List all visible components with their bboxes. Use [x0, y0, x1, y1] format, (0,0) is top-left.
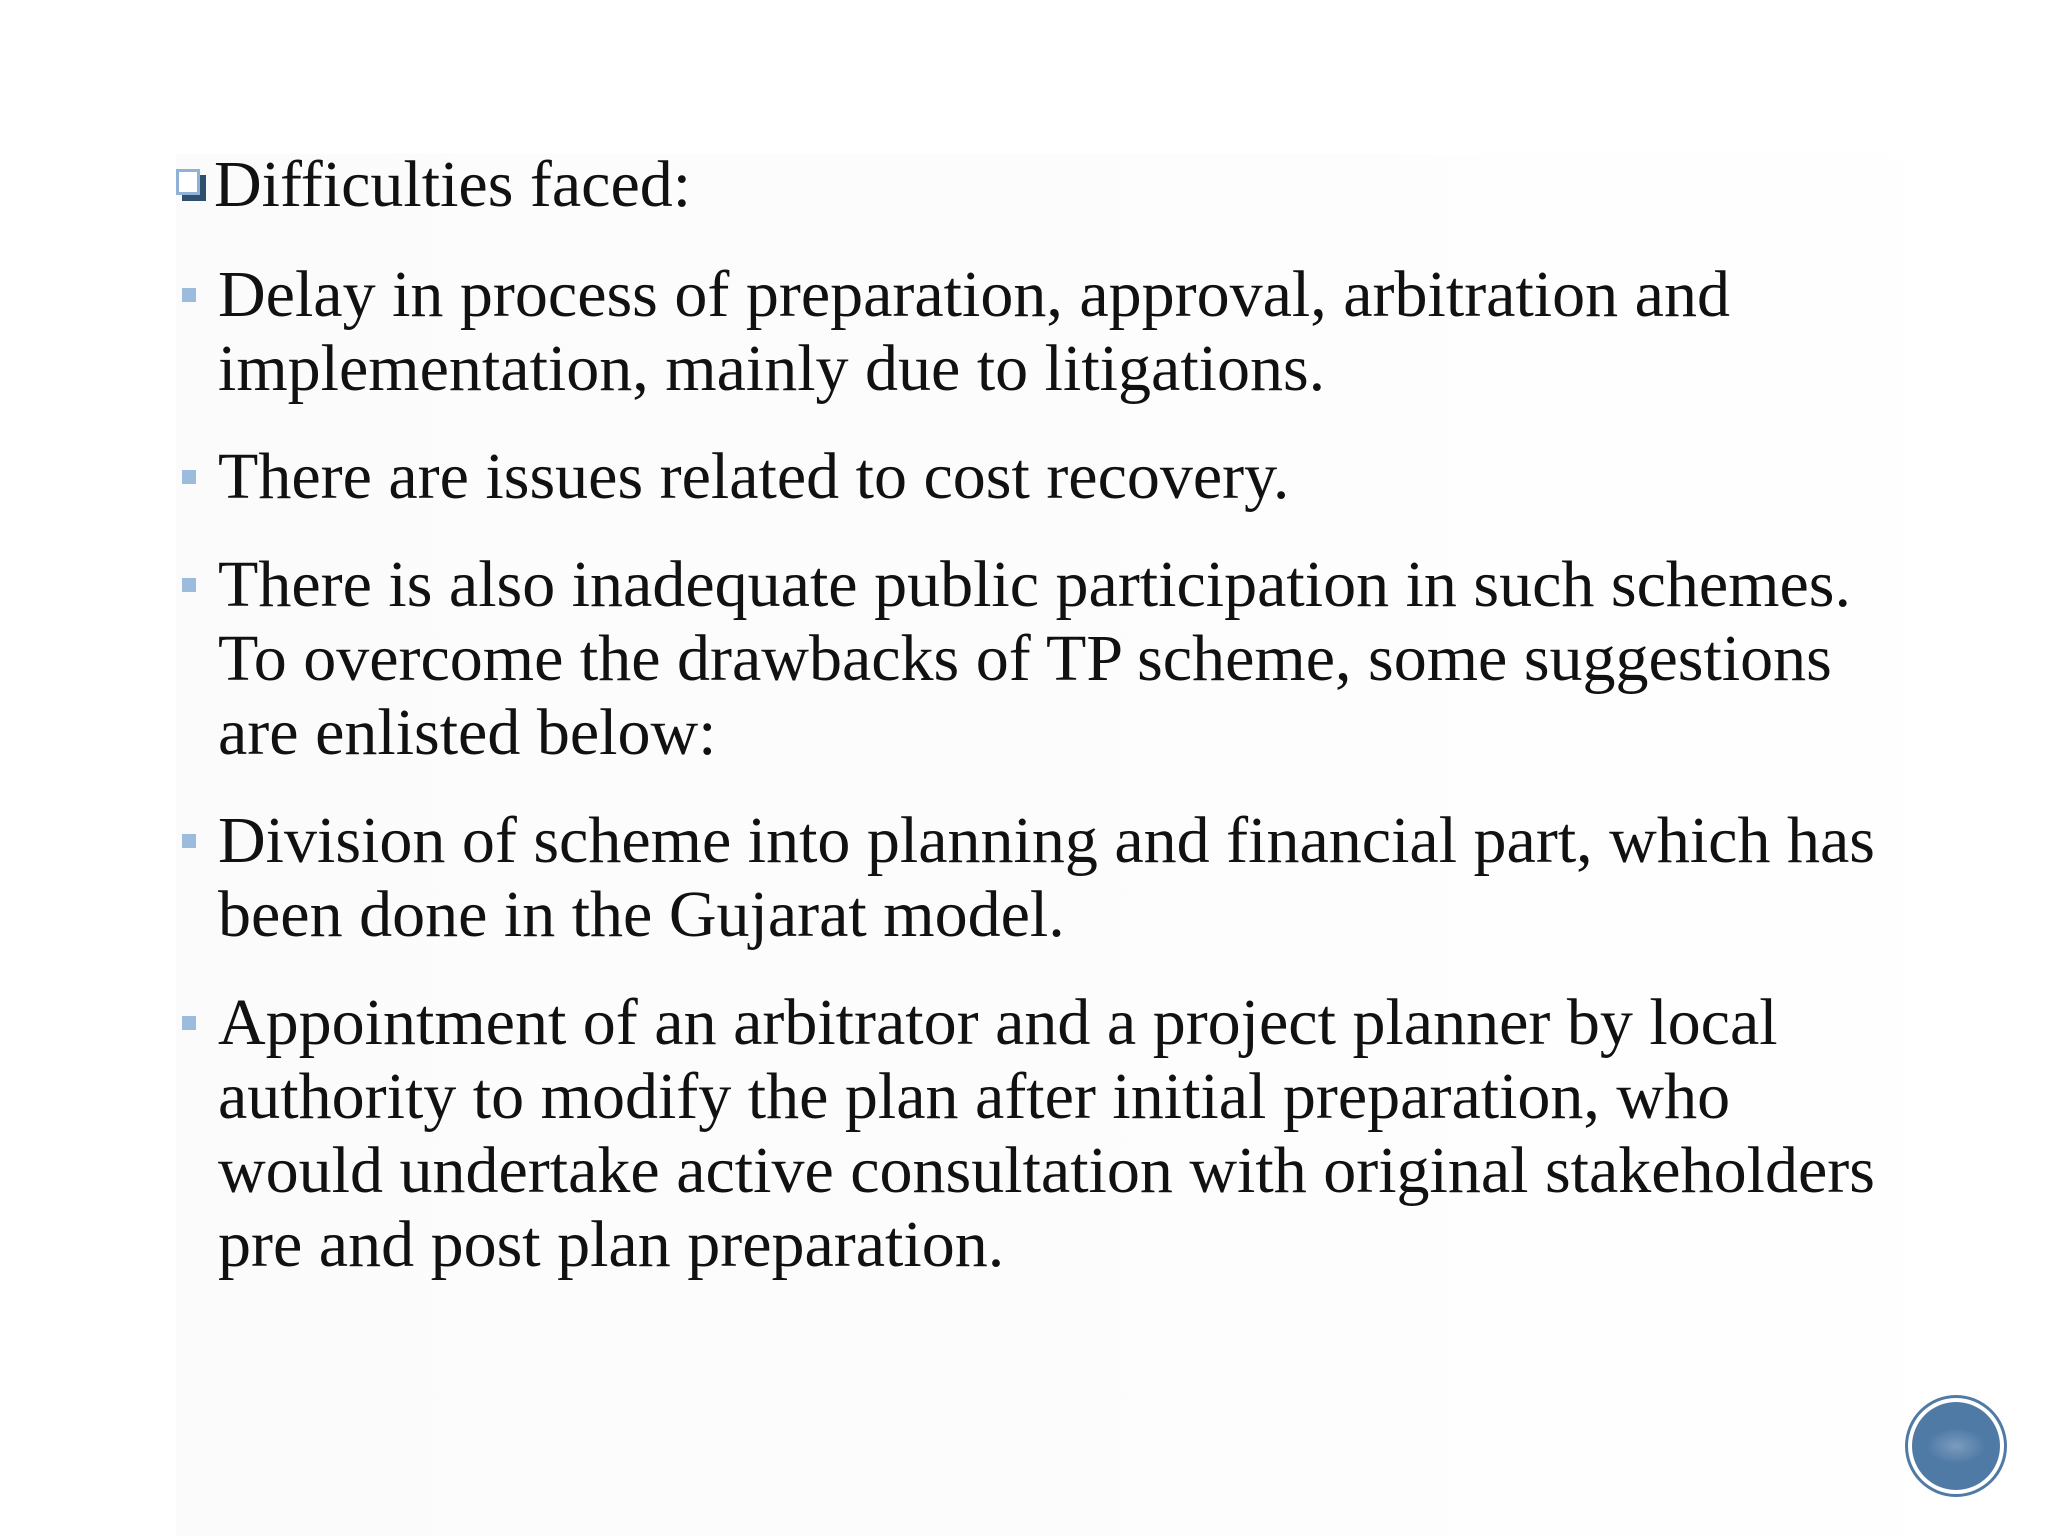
bullet-marker-icon [182, 578, 196, 592]
bullet-marker-icon [182, 470, 196, 484]
bullet-text: There is also inadequate public participation in such schemes. To overcome the drawbacks of TP scheme, some suggestions are enlisted below: [218, 548, 1851, 769]
bullet-text: There are issues related to cost recovery. [218, 440, 1290, 513]
bullet-item [176, 986, 1876, 1282]
bullet-marker-icon [182, 1016, 196, 1030]
bullet-list [176, 258, 1876, 1316]
heading-text: Difficulties faced: [214, 148, 692, 221]
bullet-marker-icon [182, 288, 196, 302]
bullet-item [176, 548, 1876, 770]
bullet-text: Division of scheme into planning and financial part, which has been done in the Gujarat model. [218, 804, 1875, 951]
bullet-marker-icon [182, 834, 196, 848]
bullet-item [176, 440, 1876, 514]
bullet-item [176, 258, 1876, 406]
bullet-item [176, 804, 1876, 952]
bullet-text: Appointment of an arbitrator and a project planner by local authority to modify the plan after initial preparation, who would undertake active consultation with original stakeholders pre and post plan preparation. [218, 986, 1875, 1281]
square-bullet-icon [176, 169, 210, 207]
slide-heading [176, 148, 691, 222]
slide-circle-badge-icon [1912, 1402, 2000, 1490]
bullet-text: Delay in process of preparation, approval, arbitration and implementation, mainly due to litigations. [218, 258, 1730, 405]
